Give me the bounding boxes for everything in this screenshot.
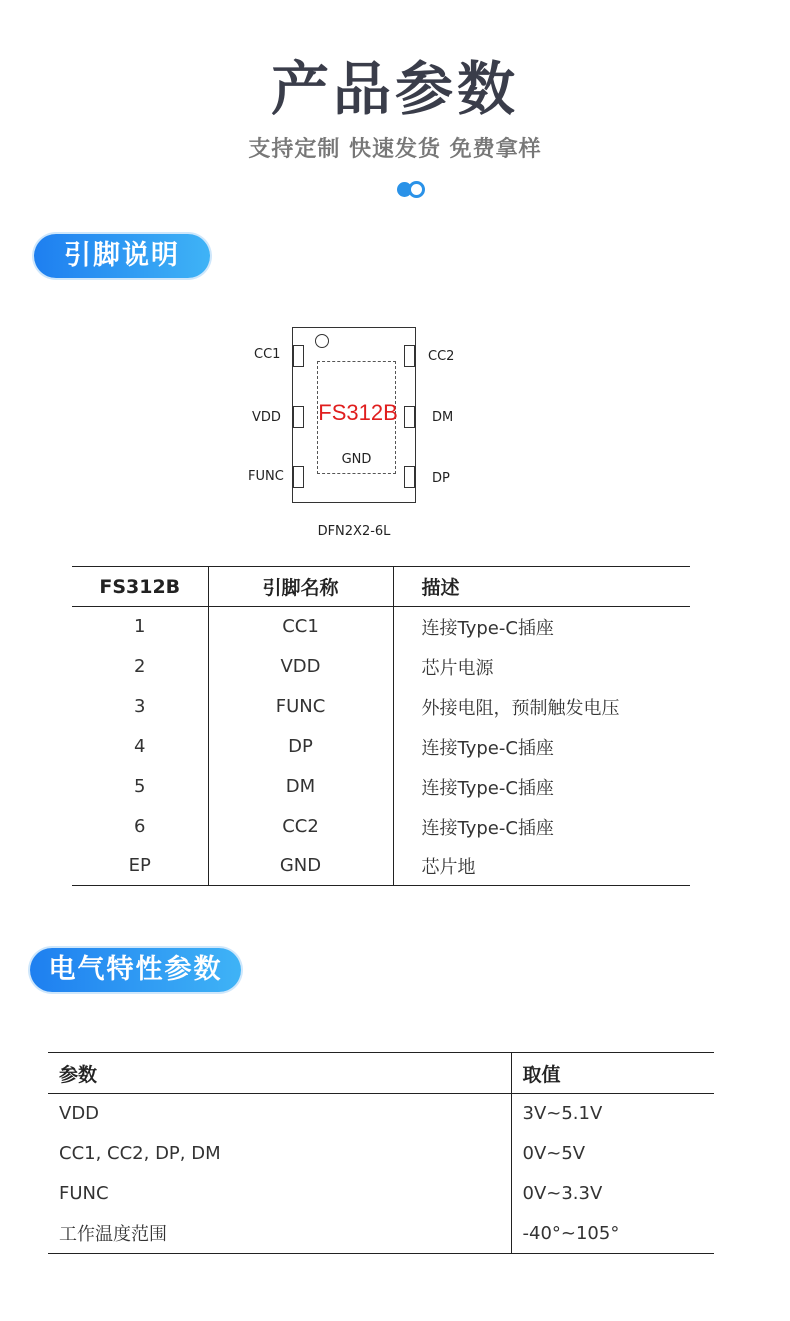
table-header-row (48, 1053, 714, 1094)
column-header: 取值 (511, 1053, 714, 1094)
page-title: 产品参数 (270, 55, 519, 123)
table-row (48, 1174, 714, 1214)
table-cell: 连接Type-C插座 (421, 737, 554, 759)
table-row (72, 727, 690, 767)
pin-pad-right-3 (404, 466, 415, 488)
section-heading-electrical: 电气特性参数 (30, 948, 241, 992)
table-cell: 芯片电源 (421, 657, 494, 679)
table-cell: 工作温度范围 (48, 1214, 511, 1254)
table-row (72, 807, 690, 847)
pin-label-right-3: DP (432, 471, 450, 486)
pin-pad-left-2 (293, 406, 304, 428)
exposed-pad-label: GND (341, 452, 372, 467)
table-row (48, 1134, 714, 1174)
table-cell: 0V~5V (522, 1143, 586, 1164)
table-row (72, 847, 690, 886)
table-row (48, 1094, 714, 1134)
column-header: 引脚名称 (208, 567, 393, 607)
pin-label-left-2: VDD (252, 410, 281, 425)
pin-label-left-1: CC1 (254, 347, 281, 362)
table-cell: EP (72, 847, 208, 886)
table-cell: 连接Type-C插座 (421, 617, 554, 639)
table-header-row (72, 567, 690, 607)
column-header: 描述 (393, 567, 690, 607)
pin-table (72, 566, 690, 886)
table-cell: 3V~5.1V (522, 1103, 603, 1125)
column-header: 参数 (48, 1053, 511, 1094)
table-cell: CC1, CC2, DP, DM (48, 1134, 511, 1174)
table-cell: DP (208, 727, 393, 767)
table-row (72, 647, 690, 687)
pin-pad-left-3 (293, 466, 304, 488)
page-subtitle: 支持定制 快速发货 免费拿样 (248, 137, 542, 162)
dot-ring-icon (408, 181, 425, 198)
table-cell: -40°~105° (511, 1214, 714, 1254)
pin-label-right-2: DM (432, 410, 454, 425)
pin-pad-right-1 (404, 345, 415, 367)
pin-pad-left-1 (293, 345, 304, 367)
table-cell: 5 (72, 767, 208, 807)
column-header: FS312B (72, 567, 208, 607)
table-cell: 芯片地 (393, 847, 690, 886)
table-row (72, 607, 690, 647)
decorative-dots (397, 180, 429, 198)
table-row (72, 767, 690, 807)
pin-pad-right-2 (404, 406, 415, 428)
table-cell: 2 (72, 647, 208, 687)
pin-label-left-3: FUNC (248, 469, 284, 484)
pin1-marker-icon (315, 334, 329, 348)
table-cell: VDD (208, 647, 393, 687)
table-cell: 6 (72, 807, 208, 847)
table-cell: CC2 (208, 807, 393, 847)
table-cell: 1 (72, 607, 208, 647)
section-heading-pins: 引脚说明 (34, 234, 210, 278)
chip-name: FS312B (318, 400, 398, 425)
table-cell: 3 (72, 687, 208, 727)
table-cell: DM (208, 767, 393, 807)
table-cell: 连接Type-C插座 (421, 777, 554, 799)
table-cell: 0V~3.3V (522, 1183, 603, 1204)
table-cell: GND (208, 847, 393, 886)
table-row (72, 687, 690, 727)
package-label: DFN2X2-6L (317, 524, 391, 539)
table-row (48, 1214, 714, 1254)
table-cell: 连接Type-C插座 (421, 817, 554, 839)
table-cell: 外接电阻，预制触发电压 (421, 697, 620, 719)
chip-package (292, 327, 416, 503)
table-cell: VDD (48, 1094, 511, 1134)
table-cell: FUNC (48, 1174, 511, 1214)
table-cell: CC1 (208, 607, 393, 647)
electrical-table (48, 1052, 714, 1254)
table-cell: FUNC (208, 687, 393, 727)
table-cell: 4 (72, 727, 208, 767)
pin-label-right-1: CC2 (428, 349, 455, 364)
